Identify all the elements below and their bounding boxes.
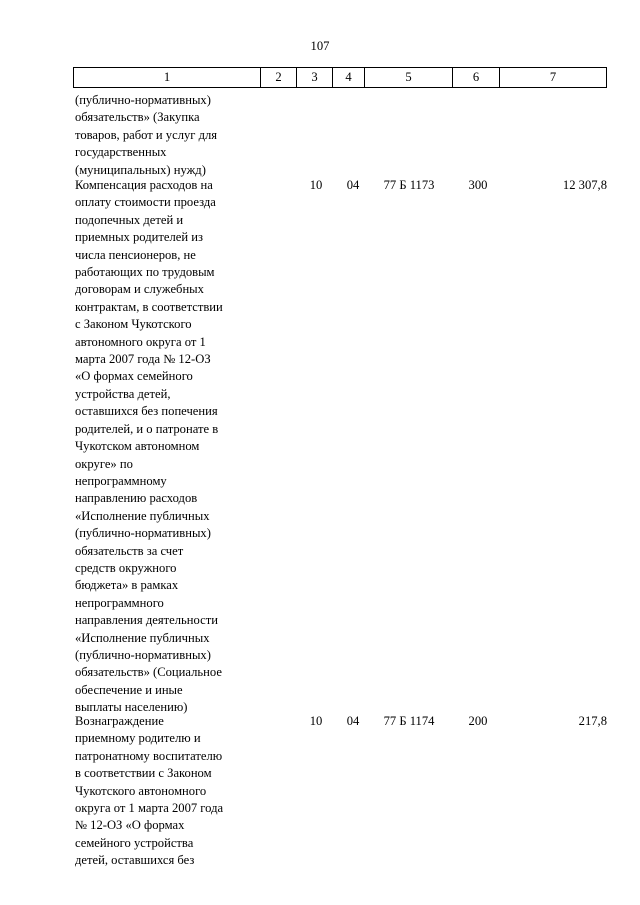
row-amount: 12 307,8	[562, 178, 607, 192]
column-header-2: 2	[261, 68, 297, 88]
page-number: 107	[310, 39, 330, 53]
column-header-table	[73, 67, 607, 88]
row-expense-type: 300	[468, 178, 488, 192]
column-header-3: 3	[297, 68, 333, 88]
row-subsection: 04	[346, 714, 360, 728]
row-description: Вознаграждение приемному родителю и патронатному воспитателю в соответствии с Законом Чукотского автономного округа от 1 марта 2007 года № 12-ОЗ «О формах семейного устройства детей, оставшихся без	[75, 714, 224, 868]
column-header-7: 7	[500, 68, 607, 88]
column-header-1: 1	[74, 68, 261, 88]
column-header-4: 4	[333, 68, 365, 88]
row-description: (публично-нормативных) обязательств» (Закупка товаров, работ и услуг для государственных (муниципальных) нужд)	[75, 93, 218, 177]
row-target-article: 77 Б 1173	[383, 178, 435, 192]
row-section: 10	[309, 714, 323, 728]
row-section: 10	[309, 178, 323, 192]
row-target-article: 77 Б 1174	[383, 714, 435, 728]
row-amount: 217,8	[578, 714, 607, 728]
column-header-5: 5	[365, 68, 453, 88]
row-expense-type: 200	[468, 714, 488, 728]
row-subsection: 04	[346, 178, 360, 192]
column-header-6: 6	[453, 68, 500, 88]
column-header-row	[74, 68, 607, 88]
row-description: Компенсация расходов на оплату стоимости проезда подопечных детей и приемных родителей из числа пенсионеров, не работающих по трудовым договорам и служебных контрактам, в соответствии с Законом Чукотского автономного округа от 1 марта 2007 года № 12-ОЗ «О формах семейного устройства детей, оставшихся без попечения родителей, и о патронате в Чукотском автономном округе» по непрограммному направлению расходов «Исполнение публичных (публично-нормативных) обязательств за счет средств окружного бюджета» в рамках непрограммного направления деятельности «Исполнение публичных (публично-нормативных) обязательств» (Социальное обеспечение и иные выплаты населению)	[75, 178, 223, 715]
